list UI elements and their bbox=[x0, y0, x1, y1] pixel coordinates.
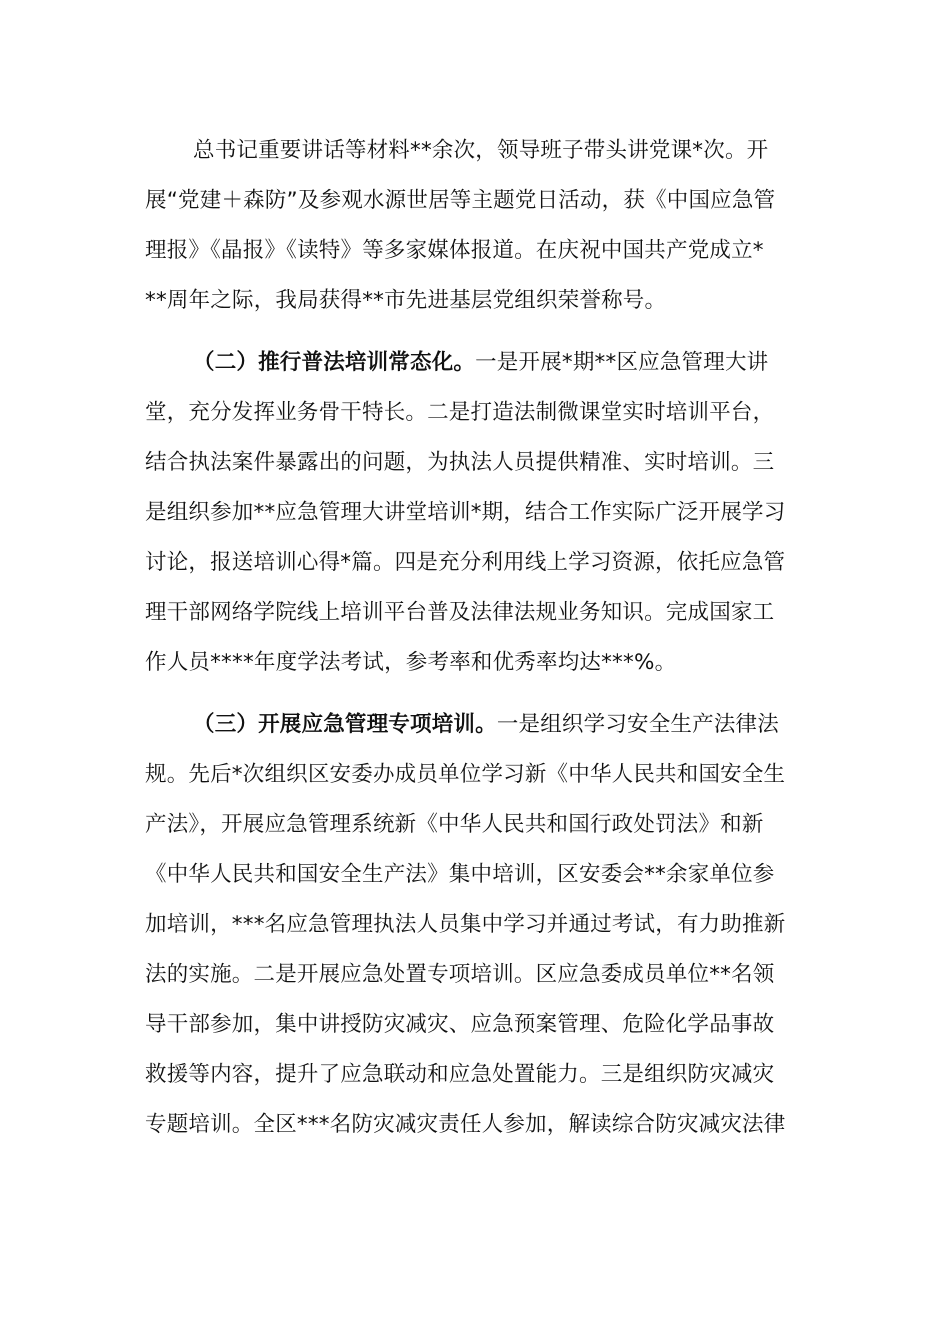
paragraph-text: 一是开展*期**区应急管理大讲 bbox=[475, 350, 769, 375]
paragraph-line: 专题培训。全区***名防灾减灾责任人参加，解读综合防灾减灾法律 bbox=[145, 1112, 786, 1137]
paragraph-line: 理报》《晶报》《读特》等多家媒体报道。在庆祝中国共产党成立* bbox=[145, 238, 764, 263]
paragraph-line: 《中华人民共和国安全生产法》集中培训，区安委会**余家单位参 bbox=[145, 862, 775, 887]
paragraph-line: 法的实施。二是开展应急处置专项培训。区应急委成员单位**名领 bbox=[145, 962, 775, 987]
paragraph-line: 救援等内容，提升了应急联动和应急处置能力。三是组织防灾减灾 bbox=[145, 1062, 775, 1087]
paragraph-line: 导干部参加，集中讲授防灾减灾、应急预案管理、危险化学品事故 bbox=[145, 1012, 775, 1037]
section-heading: （二）推行普法培训常态化。 bbox=[193, 350, 476, 375]
paragraph-line: 作人员****年度学法考试，参考率和优秀率均达***%。 bbox=[145, 650, 677, 675]
paragraph-line: 展“党建＋森防”及参观水源世居等主题党日活动，获《中国应急管 bbox=[145, 188, 776, 213]
paragraph-text: 一是组织学习安全生产法律法 bbox=[496, 712, 779, 737]
paragraph-line: 是组织参加**应急管理大讲堂培训*期，结合工作实际广泛开展学习 bbox=[145, 500, 786, 525]
paragraph-line: 规。先后*次组织区安委办成员单位学习新《中华人民共和国安全生 bbox=[145, 762, 786, 787]
paragraph-line: 讨论，报送培训心得*篇。四是充分利用线上学习资源，依托应急管 bbox=[145, 550, 786, 575]
paragraph-line: 理干部网络学院线上培训平台普及法律法规业务知识。完成国家工 bbox=[145, 600, 775, 625]
paragraph-line: 加培训，***名应急管理执法人员集中学习并通过考试，有力助推新 bbox=[145, 912, 786, 937]
paragraph-line: 结合执法案件暴露出的问题，为执法人员提供精准、实时培训。三 bbox=[145, 450, 775, 475]
paragraph-line: 产法》，开展应急管理系统新《中华人民共和国行政处罚法》和新 bbox=[145, 812, 764, 837]
paragraph-line: **周年之际，我局获得**市先进基层党组织荣誉称号。 bbox=[145, 288, 667, 313]
paragraph-first-line bbox=[193, 710, 815, 740]
paragraph-line: 总书记重要讲话等材料**余次，领导班子带头讲党课*次。开 bbox=[193, 138, 769, 163]
paragraph-first-line bbox=[193, 348, 815, 378]
section-heading: （三）开展应急管理专项培训。 bbox=[193, 712, 497, 737]
paragraph-line: 堂，充分发挥业务骨干特长。二是打造法制微课堂实时培训平台， bbox=[145, 400, 775, 425]
